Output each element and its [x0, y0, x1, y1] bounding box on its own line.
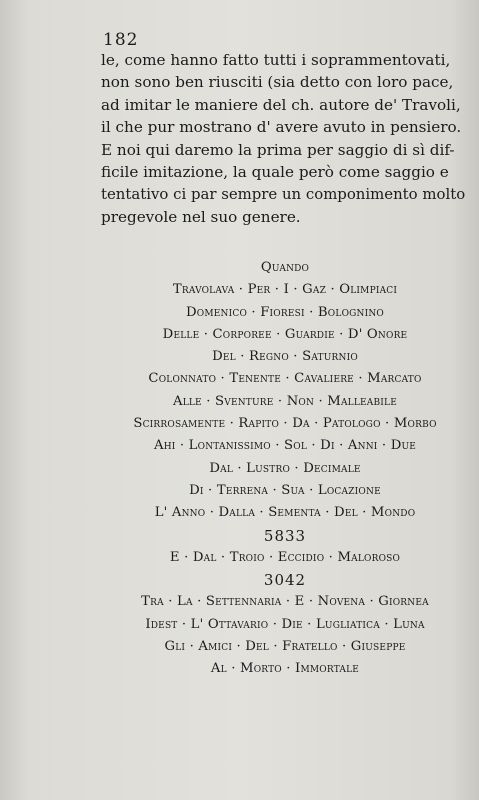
body-line: il che pur mostrano d' avere avuto in pensiero. [101, 118, 462, 137]
page-number: 182 [103, 30, 139, 50]
inscription-line: E · Dal · Troio · Eccidio · Maloroso [169, 549, 401, 565]
inscription-line: Domenico · Fioresi · Bolognino [185, 304, 385, 320]
body-line: non sono ben riusciti (sia detto con loro pace, [101, 73, 454, 92]
inscription-line: Di · Terrena · Sua · Locazione [189, 482, 381, 498]
inscription-line: Quando [260, 260, 310, 275]
body-line: pregevole nel suo genere. [101, 207, 301, 226]
inscription-year: 3042 [263, 571, 307, 590]
body-line: ad imitar le maniere del ch. autore de' Travoli, [101, 95, 461, 114]
inscription-line: Idest · L' Ottavario · Die · Lugliatica · Luna [145, 616, 425, 632]
body-line: E noi qui daremo la prima per saggio di sì dif- [101, 140, 455, 159]
inscription-line: Alle · Sventure · Non · Malleabile [172, 393, 398, 409]
inscription-line: Ahi · Lontanissimo · Sol · Di · Anni · Due [153, 438, 417, 454]
inscription-line: Travolava · Per · I · Gaz · Olimpiaci [172, 282, 398, 298]
inscription-line: Dal · Lustro · Decimale [209, 460, 361, 476]
body-line: ficile imitazione, la quale però come saggio e [101, 163, 449, 182]
epitaph-inscription [100, 257, 470, 681]
inscription-line: Tra · La · Settennaria · E · Novena · Giornea [141, 594, 429, 610]
inscription-line: Colonnato · Tenente · Cavaliere · Marcato [148, 371, 422, 387]
inscription-line: Al · Morto · Immortale [210, 661, 360, 677]
body-line: tentativo ci par sempre un componimento molto [101, 185, 466, 204]
inscription-line: Scirrosamente · Rapito · Da · Patologo · Morbo [133, 416, 437, 432]
body-line: le, come hanno fatto tutti i soprammentovati, [101, 51, 451, 69]
inscription-line: Delle · Corporee · Guardie · D' Onore [162, 326, 408, 342]
inscription-line: Gli · Amici · Del · Fratello · Giuseppe [164, 639, 406, 655]
inscription-line: L' Anno · Dalla · Sementa · Del · Mondo [154, 505, 416, 521]
inscription-line: Del · Regno · Saturnio [212, 349, 358, 365]
body-paragraph [101, 49, 469, 228]
inscription-year: 5833 [263, 526, 307, 545]
